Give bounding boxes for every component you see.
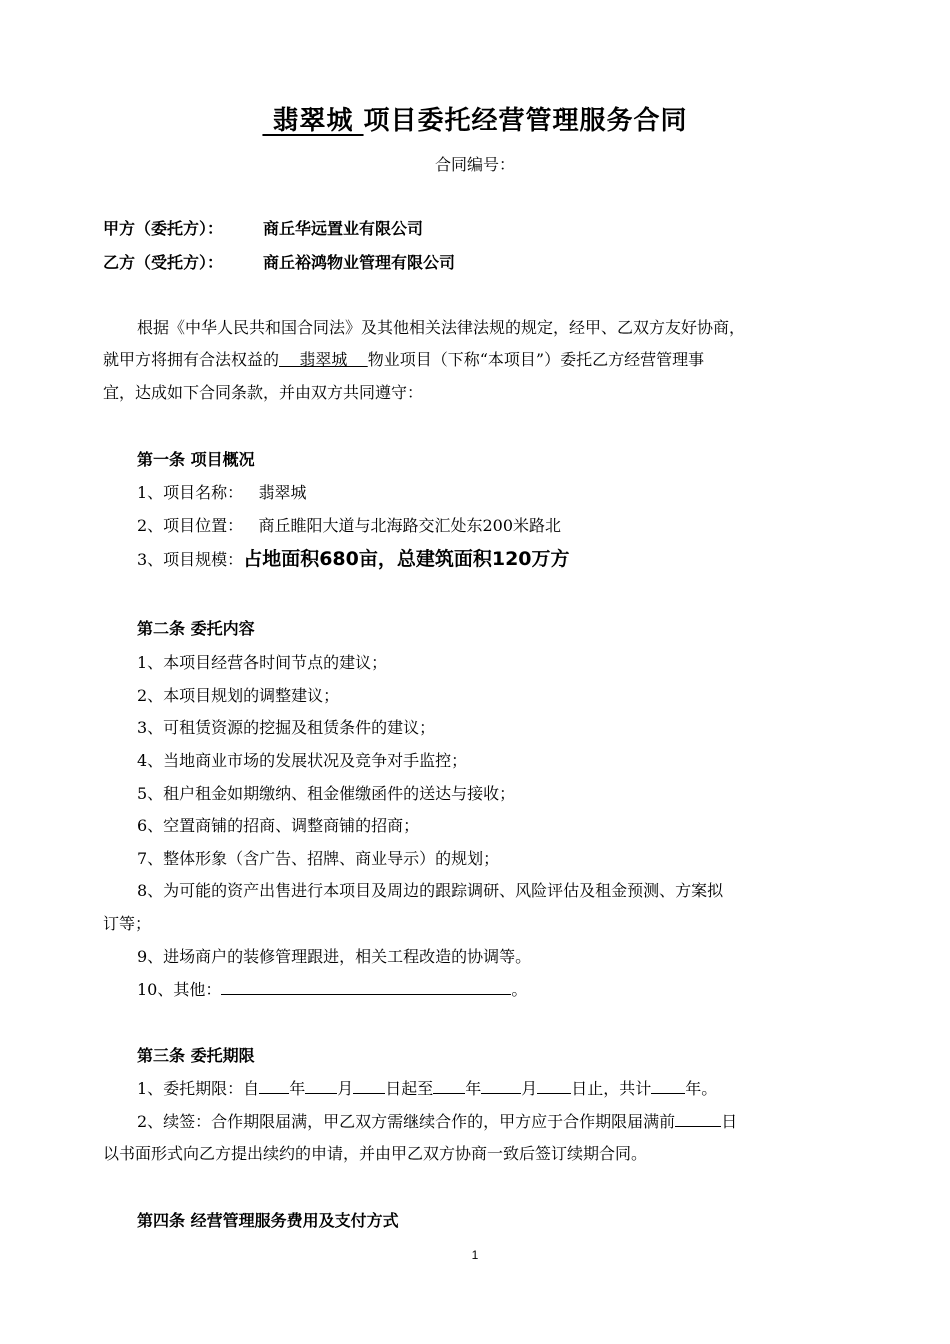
document-title bbox=[0, 100, 950, 137]
article-2-heading: 第二条 委托内容 bbox=[137, 619, 255, 638]
item-2-value: 商丘睢阳大道与北海路交汇处东200米路北 bbox=[258, 516, 561, 535]
term-text: 年。 bbox=[685, 1079, 718, 1098]
term-text: 日起至 bbox=[385, 1079, 434, 1098]
term-text: 日止，共计 bbox=[571, 1079, 652, 1098]
start-year-blank bbox=[259, 1077, 289, 1094]
article-2-item: 3、可租赁资源的挖掘及租赁条件的建议； bbox=[137, 718, 436, 737]
term-text: 月 bbox=[521, 1079, 538, 1098]
article-2-item: 5、租户租金如期缴纳、租金催缴函件的送达与接收； bbox=[137, 784, 516, 803]
article-2-item: 7、整体形象（含广告、招牌、商业导示）的规划； bbox=[137, 849, 500, 868]
renewal-days-blank bbox=[675, 1110, 721, 1127]
party-a bbox=[103, 216, 423, 239]
end-year-blank bbox=[433, 1077, 465, 1094]
article-2-item: 9、进场商户的装修管理跟进，相关工程改造的协调等。 bbox=[137, 947, 532, 966]
item-1-value: 翡翠城 bbox=[258, 483, 307, 502]
term-text: 1、委托期限：自 bbox=[137, 1079, 260, 1098]
article-1-item-1 bbox=[137, 480, 306, 503]
item-10-label: 10、其他： bbox=[137, 980, 222, 999]
item-3-value: 占地面积680亩，总建筑面积120万方 bbox=[243, 548, 570, 570]
intro-line-3: 宜，达成如下合同条款，并由双方共同遵守： bbox=[103, 383, 424, 402]
item-1-label: 1、项目名称： bbox=[137, 483, 244, 502]
end-day-blank bbox=[537, 1077, 571, 1094]
title-project-name: 翡翠城 bbox=[262, 106, 364, 136]
article-3-renewal-continued: 以书面形式向乙方提出续约的申请，并由甲乙双方协商一致后签订续期合同。 bbox=[103, 1144, 648, 1163]
item-3-label: 3、项目规模： bbox=[137, 550, 244, 569]
item-10-blank bbox=[221, 978, 511, 995]
start-month-blank bbox=[305, 1077, 337, 1094]
article-3-heading: 第三条 委托期限 bbox=[137, 1046, 255, 1065]
article-2-item: 6、空置商铺的招商、调整商铺的招商； bbox=[137, 816, 420, 835]
article-2-item: 8、为可能的资产出售进行本项目及周边的跟踪调研、风险评估及租金预测、方案拟 bbox=[137, 881, 724, 900]
article-4-heading: 第四条 经营管理服务费用及支付方式 bbox=[137, 1211, 399, 1230]
party-b bbox=[103, 250, 455, 273]
article-3-term bbox=[137, 1076, 717, 1099]
article-2-item: 4、当地商业市场的发展状况及竞争对手监控； bbox=[137, 751, 468, 770]
article-2-item-continued: 订等； bbox=[103, 914, 152, 933]
article-1-heading: 第一条 项目概况 bbox=[137, 450, 255, 469]
article-1-item-3 bbox=[137, 544, 570, 571]
start-day-blank bbox=[353, 1077, 385, 1094]
article-2-item: 2、本项目规划的调整建议； bbox=[137, 686, 340, 705]
intro-project-name: 翡翠城 bbox=[279, 350, 368, 369]
article-2-item-10 bbox=[137, 977, 527, 1000]
intro-line-1: 根据《中华人民共和国合同法》及其他相关法律法规的规定，经甲、乙双方友好协商， bbox=[137, 318, 746, 337]
term-text: 年 bbox=[289, 1079, 306, 1098]
renewal-text: 2、续签：合作期限届满，甲乙双方需继续合作的，甲方应于合作期限届满前 bbox=[137, 1112, 676, 1131]
renewal-text: 日 bbox=[721, 1112, 738, 1131]
title-text: 项目委托经营管理服务合同 bbox=[363, 106, 688, 136]
intro-line-2 bbox=[103, 347, 704, 370]
term-text: 年 bbox=[465, 1079, 482, 1098]
item-10-end: 。 bbox=[511, 980, 528, 999]
intro-line-2a: 就甲方将拥有合法权益的 bbox=[103, 350, 280, 369]
term-text: 月 bbox=[337, 1079, 354, 1098]
total-years-blank bbox=[651, 1077, 685, 1094]
intro-line-2b: 物业项目（下称“本项目”）委托乙方经营管理事 bbox=[367, 350, 705, 369]
article-1-item-2 bbox=[137, 513, 561, 536]
party-b-name: 商丘裕鸿物业管理有限公司 bbox=[263, 253, 456, 272]
party-a-name: 商丘华远置业有限公司 bbox=[263, 219, 424, 238]
party-a-label: 甲方（委托方）： bbox=[103, 219, 224, 238]
end-month-blank bbox=[481, 1077, 521, 1094]
party-b-label: 乙方（受托方）： bbox=[103, 253, 224, 272]
article-3-renewal bbox=[137, 1109, 737, 1132]
contract-number: 合同编号： bbox=[434, 155, 515, 174]
page-number: 1 bbox=[471, 1248, 479, 1262]
item-2-label: 2、项目位置： bbox=[137, 516, 244, 535]
article-2-item: 1、本项目经营各时间节点的建议； bbox=[137, 653, 388, 672]
